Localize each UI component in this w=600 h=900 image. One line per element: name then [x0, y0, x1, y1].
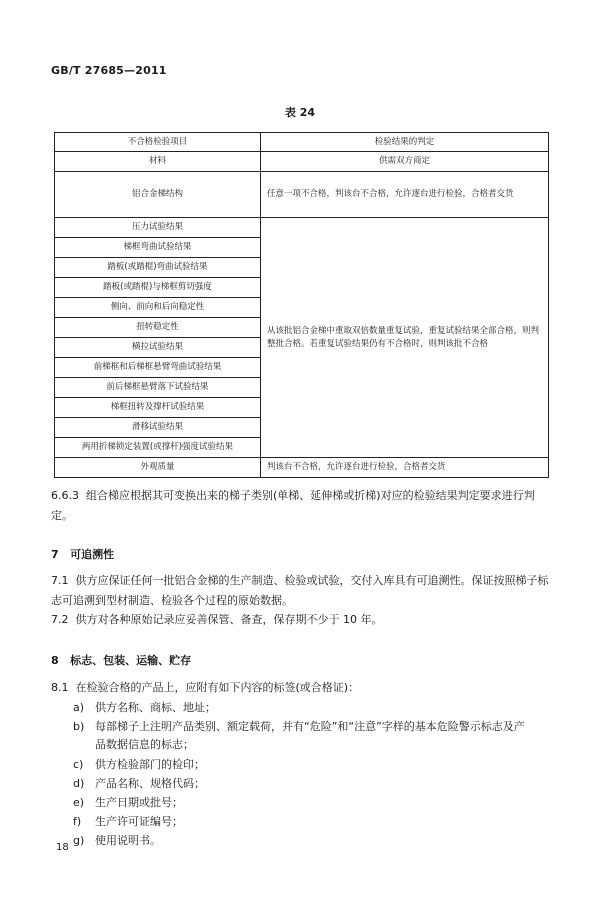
result-cell: 供需双方商定 — [261, 152, 549, 172]
table-row — [55, 152, 549, 172]
clause-number: 6.6.3 — [51, 489, 79, 502]
list-item — [73, 718, 553, 754]
clause-6-6-3 — [51, 486, 551, 526]
list-text: 使用说明书。 — [95, 834, 161, 847]
clause-number: 8.1 — [51, 681, 69, 694]
clause-8-1 — [51, 678, 551, 698]
clause-text: 供方应保证任何一批铝合金梯的生产制造、检验或试验，交付入库具有可追溯性。保证按照梯子标志可追溯到型材制造、检验各个过程的原始数据。 — [51, 574, 549, 607]
item-cell: 踏板(或踏棍)与梯框剪切强度 — [55, 278, 261, 298]
list-item — [73, 775, 553, 793]
item-cell: 梯框扭转及撑杆试验结果 — [55, 398, 261, 418]
header-result-cell: 检验结果的判定 — [261, 133, 549, 152]
list-marker: e) — [73, 796, 85, 809]
section-8-heading — [51, 652, 191, 668]
list-marker: a) — [73, 701, 85, 714]
header-item-cell: 不合格检验项目 — [55, 133, 261, 152]
clause-7-1 — [51, 571, 551, 611]
item-cell: 前后梯框悬臂落下试验结果 — [55, 378, 261, 398]
list-text: 供方名称、商标、地址； — [95, 701, 216, 714]
list-text: 生产日期或批号； — [95, 796, 183, 809]
clause-text: 在检验合格的产品上，应附有如下内容的标签(或合格证)： — [75, 681, 360, 694]
list-item — [73, 794, 553, 812]
item-cell: 铝合金梯结构 — [55, 172, 261, 218]
list-item — [73, 813, 553, 831]
item-cell: 滑移试验结果 — [55, 418, 261, 438]
page-number: 18 — [56, 842, 69, 853]
list-marker: b) — [73, 720, 85, 733]
clause-number: 7.1 — [51, 574, 69, 587]
section-title: 可追溯性 — [70, 548, 115, 561]
item-cell: 前梯框和后梯框悬臂弯曲试验结果 — [55, 358, 261, 378]
list-text: 每部梯子上注明产品类别、额定载荷，并有“危险”和“注意”字样的基本危险警示标志及产品数据信息的标志； — [95, 720, 525, 751]
list-item — [73, 699, 553, 717]
list-marker: c) — [73, 758, 84, 771]
item-cell: 踏板(或踏棍)弯曲试验结果 — [55, 258, 261, 278]
item-cell: 外观质量 — [55, 458, 261, 478]
table-title: 表 24 — [284, 106, 316, 119]
item-cell: 两用折梯锁定装置(或撑杆)强度试验结果 — [55, 438, 261, 458]
clause-number: 7.2 — [51, 613, 69, 626]
list-text: 生产许可证编号； — [95, 815, 183, 828]
section-title: 标志、包装、运输、贮存 — [70, 654, 192, 667]
result-cell: 任意一项不合格，判该台不合格，允许逐台进行检验，合格者交货 — [261, 172, 549, 218]
item-cell: 横拉试验结果 — [55, 338, 261, 358]
section-number: 8 — [51, 654, 59, 667]
judgement-table — [54, 132, 549, 478]
clause-text: 组合梯应根据其可变换出来的梯子类别(单梯、延伸梯或折梯)对应的检验结果判定要求进行判定。 — [51, 489, 535, 522]
item-cell: 侧向、前向和后向稳定性 — [55, 298, 261, 318]
table-row — [55, 172, 549, 218]
list-item — [73, 832, 553, 850]
standard-header: GB/T 27685—2011 — [51, 64, 167, 77]
item-cell: 压力试验结果 — [55, 218, 261, 238]
list-marker: f) — [73, 815, 82, 828]
group-result-cell: 从该批铝合金梯中重取双倍数量重复试验，重复试验结果全部合格，则判整批合格。若重复试验结果仍有不合格时，则判该批不合格 — [261, 218, 549, 458]
table-header-row — [55, 133, 549, 152]
table-row — [55, 218, 549, 238]
table-row — [55, 458, 549, 478]
item-cell: 梯框弯曲试验结果 — [55, 238, 261, 258]
list-marker: d) — [73, 777, 85, 790]
section-7-heading — [51, 546, 114, 562]
list-item — [73, 756, 553, 774]
clause-7-2 — [51, 610, 551, 630]
list-marker: g) — [73, 834, 85, 847]
result-cell: 判该台不合格，允许逐台进行检验，合格者交货 — [261, 458, 549, 478]
clause-text: 供方对各种原始记录应妥善保管、备查，保存期不少于 10 年。 — [75, 613, 383, 626]
item-cell: 扭转稳定性 — [55, 318, 261, 338]
item-cell: 材料 — [55, 152, 261, 172]
list-text: 产品名称、规格代码； — [95, 777, 205, 790]
list-text: 供方检验部门的检印； — [95, 758, 205, 771]
section-number: 7 — [51, 548, 59, 561]
